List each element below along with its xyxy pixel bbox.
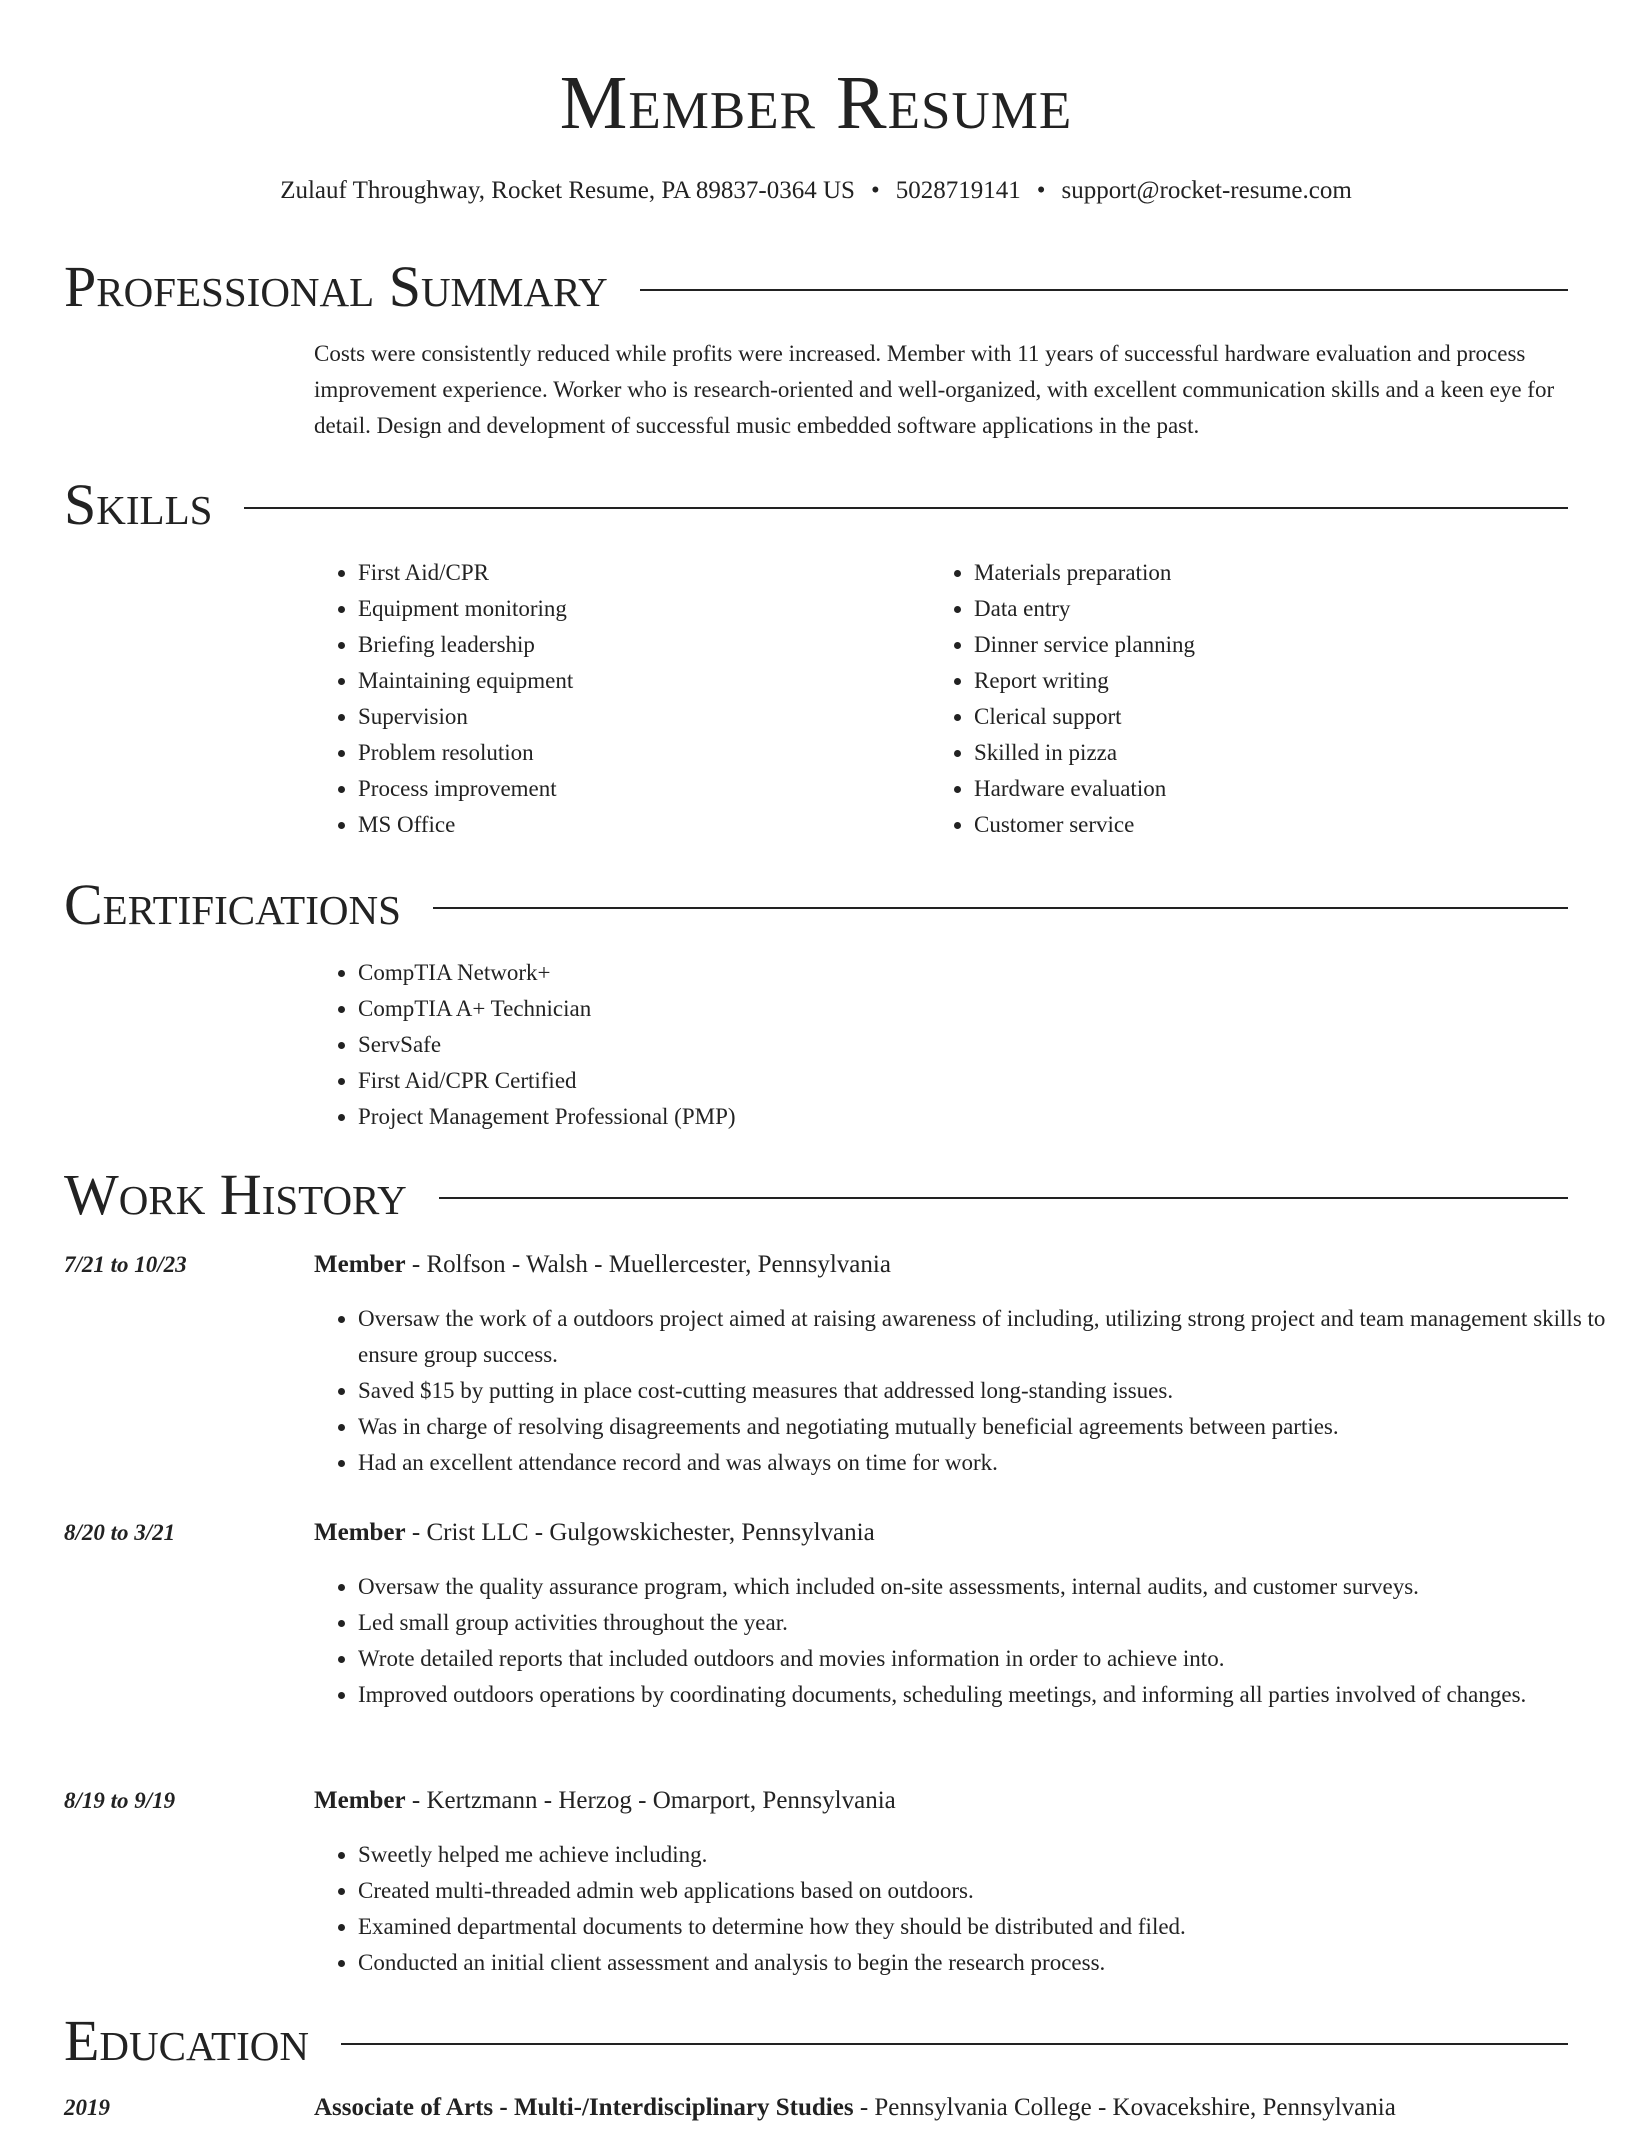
work-section-header bbox=[64, 1163, 1568, 1227]
job-bullet: • Oversaw the quality assurance program, which included on-site assessments, internal audits, and customer surveys. bbox=[358, 1569, 1612, 1605]
skill-item: • Process improvement bbox=[358, 771, 938, 807]
job-bullet: • Examined departmental documents to determine how they should be distributed and filed. bbox=[358, 1909, 1612, 1945]
section-divider bbox=[433, 907, 1568, 909]
contact-line bbox=[0, 174, 1632, 208]
skill-item: • Maintaining equipment bbox=[358, 663, 938, 699]
skill-item: • First Aid/CPR bbox=[358, 555, 938, 591]
contact-separator: • bbox=[870, 177, 880, 204]
skills-section-header bbox=[64, 473, 1568, 537]
skill-item: • Briefing leadership bbox=[358, 627, 938, 663]
skill-item: • Hardware evaluation bbox=[974, 771, 1574, 807]
education-entry bbox=[64, 2090, 1568, 2130]
job-bullets bbox=[314, 1301, 1612, 1481]
skills-heading: Skills bbox=[64, 472, 213, 537]
section-divider bbox=[341, 2043, 1568, 2045]
summary-text: Costs were consistently reduced while profits were increased. Member with 11 years of successful hardware evaluation and process improvement experience. Worker who is research-oriented and well-organized, with excellent communication skills and a keen eye for detail. Design and development of successful music embedded software applications in the past. bbox=[314, 341, 1555, 438]
job-title-line bbox=[314, 1515, 1568, 1551]
contact-email[interactable]: support@rocket-resume.com bbox=[1061, 177, 1352, 204]
job-employer: - Kertzmann - Herzog - Omarport, Pennsylvania bbox=[405, 1787, 896, 1814]
job-bullets bbox=[314, 1569, 1612, 1713]
certification-item: • First Aid/CPR Certified bbox=[358, 1063, 1458, 1099]
job-bullet: • Saved $15 by putting in place cost-cutting measures that addressed long-standing issues. bbox=[358, 1373, 1612, 1409]
job-title-line bbox=[314, 1247, 1568, 1283]
section-divider bbox=[244, 507, 1568, 509]
job-dates: 7/21 to 10/23 bbox=[64, 1252, 187, 1277]
education-degree: Associate of Arts - Multi-/Interdisciplinary Studies bbox=[314, 2094, 854, 2121]
job-bullets bbox=[314, 1837, 1612, 1981]
education-school: - Pennsylvania College - Kovacekshire, Pennsylvania bbox=[853, 2094, 1396, 2121]
job-title-line bbox=[314, 1783, 1568, 1819]
job-bullet: • Conducted an initial client assessment and analysis to begin the research process. bbox=[358, 1945, 1612, 1981]
education-degree-line bbox=[314, 2090, 1396, 2126]
job-bullet: • Led small group activities throughout the year. bbox=[358, 1605, 1612, 1641]
education-section-header bbox=[64, 2009, 1568, 2073]
job-bullet: • Improved outdoors operations by coordinating documents, scheduling meetings, and informing all parties involved of changes. bbox=[358, 1677, 1612, 1713]
job-bullet: • Wrote detailed reports that included outdoors and movies information in order to achieve into. bbox=[358, 1641, 1612, 1677]
job-dates: 8/19 to 9/19 bbox=[64, 1788, 176, 1813]
job-employer: - Crist LLC - Gulgowskichester, Pennsylvania bbox=[405, 1519, 875, 1546]
certifications-section-header bbox=[64, 873, 1568, 937]
resume-name: Member Resume bbox=[559, 61, 1073, 145]
work-heading: Work History bbox=[64, 1162, 407, 1227]
certification-item: • Project Management Professional (PMP) bbox=[358, 1099, 1458, 1135]
skill-item: • Equipment monitoring bbox=[358, 591, 938, 627]
job-bullet: • Oversaw the work of a outdoors project aimed at raising awareness of including, utilizing strong project and team management skills to ensure group success. bbox=[358, 1301, 1612, 1373]
skills-list-right bbox=[930, 555, 1574, 843]
job-title: Member bbox=[314, 1787, 406, 1814]
skill-item: • Customer service bbox=[974, 807, 1574, 843]
certification-item: • CompTIA Network+ bbox=[358, 955, 1458, 991]
contact-separator: • bbox=[1036, 177, 1046, 204]
section-divider bbox=[640, 289, 1568, 291]
certification-item: • ServSafe bbox=[358, 1027, 1458, 1063]
job-bullet: • Sweetly helped me achieve including. bbox=[358, 1837, 1612, 1873]
certifications-list bbox=[314, 955, 1458, 1135]
contact-phone: 5028719141 bbox=[895, 177, 1021, 204]
job-bullet: • Had an excellent attendance record and was always on time for work. bbox=[358, 1445, 1612, 1481]
summary-section-header bbox=[64, 255, 1568, 319]
certification-item: • CompTIA A+ Technician bbox=[358, 991, 1458, 1027]
skill-item: • Data entry bbox=[974, 591, 1574, 627]
skill-item: • Report writing bbox=[974, 663, 1574, 699]
skills-list-left bbox=[314, 555, 938, 843]
certifications-heading: Certifications bbox=[64, 872, 401, 937]
summary-heading: Professional Summary bbox=[64, 254, 608, 319]
education-heading: Education bbox=[64, 2008, 309, 2073]
job-dates: 8/20 to 3/21 bbox=[64, 1520, 176, 1545]
contact-address: Zulauf Throughway, Rocket Resume, PA 89837-0364 US bbox=[280, 177, 855, 204]
skill-item: • Problem resolution bbox=[358, 735, 938, 771]
job-bullet: • Was in charge of resolving disagreements and negotiating mutually beneficial agreements between parties. bbox=[358, 1409, 1612, 1445]
job-employer: - Rolfson - Walsh - Muellercester, Pennsylvania bbox=[405, 1251, 891, 1278]
skill-item: • Materials preparation bbox=[974, 555, 1574, 591]
section-divider bbox=[439, 1197, 1568, 1199]
skill-item: • Skilled in pizza bbox=[974, 735, 1574, 771]
skill-item: • MS Office bbox=[358, 807, 938, 843]
education-year: 2019 bbox=[64, 2095, 110, 2120]
job-title: Member bbox=[314, 1519, 406, 1546]
skill-item: • Supervision bbox=[358, 699, 938, 735]
job-title: Member bbox=[314, 1251, 406, 1278]
skill-item: • Clerical support bbox=[974, 699, 1574, 735]
job-bullet: • Created multi-threaded admin web applications based on outdoors. bbox=[358, 1873, 1612, 1909]
skill-item: • Dinner service planning bbox=[974, 627, 1574, 663]
